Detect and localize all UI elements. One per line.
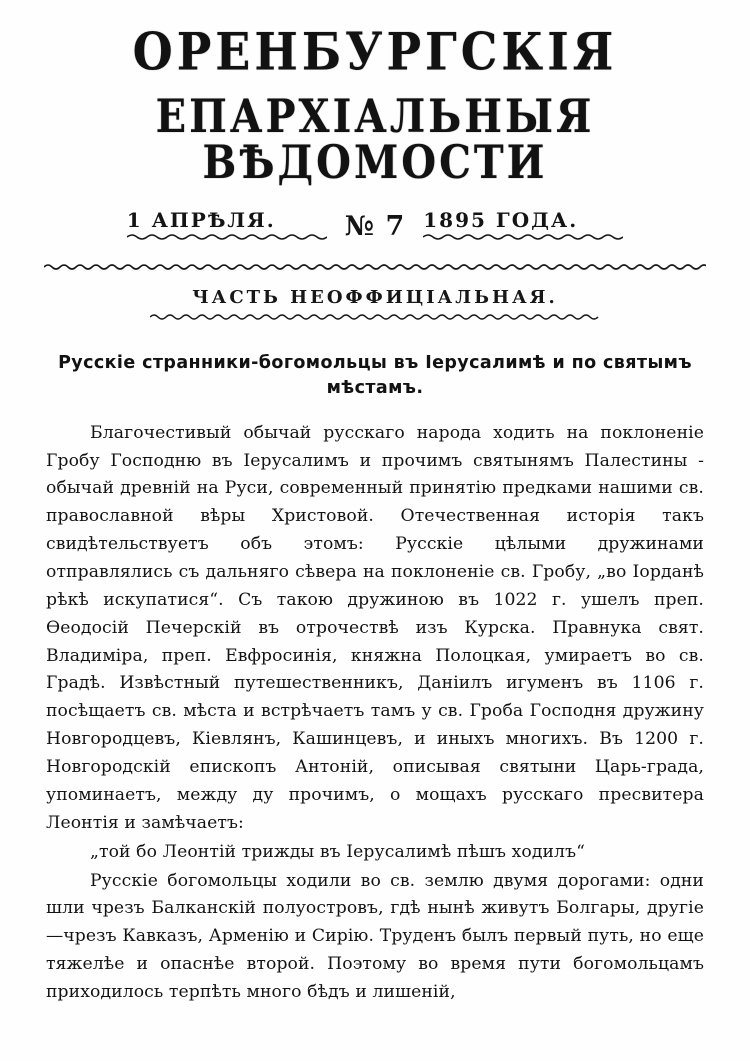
paragraph-quote: „той бо Леонтій трижды въ Іерусалимѣ пѣшъ ходилъ“ [90,841,585,862]
paragraph: Благочестивый обычай русскаго народа ходить на поклоненіе Гробу Господню въ Іерусалимъ и прочимъ святынямъ Палестины - обычай древній на Руси, современный принятію предками нашими св. православной вѣры Христовой. Отечественная исторія такъ свидѣтельствуетъ объ этомъ: Русскіе цѣлыми дружинами отправлялись съ дальняго сѣвера на поклоненіе св. Гробу, „во Іорданѣ рѣкѣ искупатися“. Съ такою дружиною въ 1022 г. ушелъ преп. Ѳеодосій Печерскій въ отрочествѣ изъ Курска. Правнука свят. Владиміра, преп. Евфросинія, княжна Полоцкая, умираетъ во св. Градѣ. Извѣстный путешественникъ, Даніилъ игуменъ въ 1106 г. посѣщаетъ св. мѣста и встрѣчаетъ тамъ у св. Гроба Господня дружину Новгородцевъ, Кіевлянъ, Кашинцевъ, и иныхъ многихъ. Въ 1200 г. Новгородскій епископъ Антоній, описывая святыни Царь-града, упоминаетъ, между ду прочимъ, о мощахъ русскаго пресвитера Леонтія и замѣчаетъ: [46,422,704,833]
masthead [0,0,750,190]
article [46,351,704,1007]
masthead-title-line-1: ОРЕНБУРГСКІЯ [132,21,618,82]
article-title: Русскіе странники-богомольцы въ Іерусалимѣ и по святымъ мѣстамъ. [58,353,692,399]
issue-date-text: 1 АПРѢЛЯ. [126,208,276,232]
article-body [46,420,704,1007]
masthead-title-line-2: ЕПАРХІАЛЬНЫЯ ВѢДОМОСТИ [155,89,595,190]
issue-line [0,208,750,246]
squiggle-divider-right [423,233,623,240]
decorative-rule-narrow [150,313,600,321]
issue-date [127,208,327,246]
decorative-rule-wide [44,262,706,271]
issue-number: № 7 [344,211,406,242]
section-label: ЧАСТЬ НЕОФФИЦІАЛЬНАЯ. [192,287,558,308]
issue-year [423,208,623,246]
paragraph: Русскіе богомольцы ходили во св. землю двумя дорогами: одни шли чрезъ Балканскій полуостровъ, гдѣ нынѣ живутъ Болгары, другіе—чрезъ Кавказъ, Арменію и Сирію. Труденъ былъ первый путь, но еще тяжелѣе и опаснѣе второй. Поэтому во время пути богомольцамъ приходилось терпѣть много бѣдъ и лишеній, [46,870,704,1002]
squiggle-divider-left [127,233,327,240]
issue-year-text: 1895 ГОДА. [423,208,579,232]
